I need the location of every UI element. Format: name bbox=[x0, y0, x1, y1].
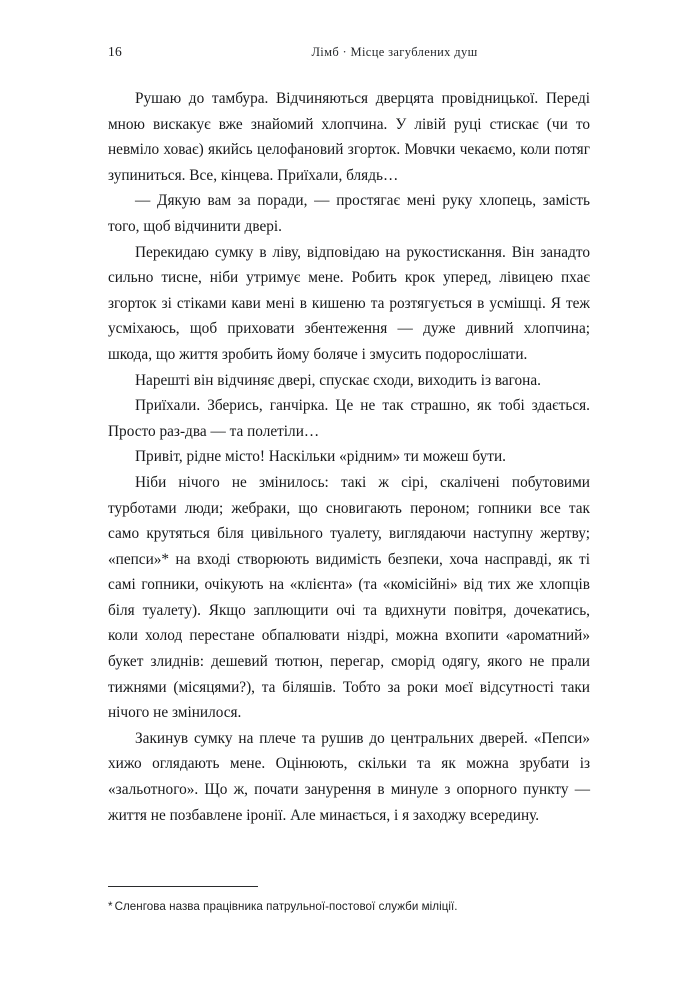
paragraph-5: Приїхали. Зберись, ганчірка. Це не так страшно, як тобі здається. Просто раз-два — та полетіли… bbox=[108, 397, 590, 440]
footnote-marker: * bbox=[108, 900, 113, 913]
paragraph-8: Закинув сумку на плече та рушив до центральних дверей. «Пепси» хижо оглядають мене. Оцінюють, скільки та як можна зрубати із «зальотного». Що ж, почати занурення в минуле з опорного пункту — життя не позбавлене іронії. Але минається, і я заходжу всередину. bbox=[108, 729, 590, 824]
footnote-text: Сленгова назва працівника патрульної-постової служби міліції. bbox=[114, 900, 458, 913]
running-title: Лімб · Місце загублених душ bbox=[311, 45, 478, 59]
footnote-separator bbox=[108, 886, 258, 887]
paragraph-2: — Дякую вам за поради, — простягає мені руку хлопець, замість того, щоб відчинити двері. bbox=[108, 192, 590, 235]
page-header bbox=[108, 44, 589, 62]
paragraph-3: Перекидаю сумку в ліву, відповідаю на рукостискання. Він занадто сильно тисне, ніби утримує мене. Робить крок уперед, лівицею пхає згорток зі стіками кави мені в кишеню та розтягується в усмішці. Я теж усміхаюсь, щоб приховати збентеження — дуже дивний хлопчина; шкода, що життя зробить йому боляче і змусить подорослішати. bbox=[108, 243, 590, 363]
footnote-area bbox=[108, 886, 590, 915]
paragraph-6: Привіт, рідне місто! Наскільки «рідним» ти можеш бути. bbox=[135, 448, 506, 466]
paragraph-1: Рушаю до тамбура. Відчиняються дверцята провідницької. Переді мною вискакує вже знайомий хлопчина. У лівій руці стискає (чи то невміло ховає) якийсь целофановий згорток. Мовчки чекаємо, коли потяг зупиниться. Все, кінцева. Приїхали, блядь… bbox=[108, 90, 590, 184]
body-text bbox=[108, 86, 590, 828]
footnote bbox=[108, 899, 590, 915]
paragraph-7: Ніби нічого не змінилось: такі ж сірі, скалічені побутовими турботами люди; жебраки, що сновигають пероном; гопники все так само крутяться біля цивільного туалету, виглядаючи наступну жертву; «пепси»* на вході створюють видимість безпеки, хоча насправді, як ті самі гопники, очікують на «клієнта» (та «комісійні» від тих же хлопців біля туалету). Якщо заплющити очі та вдихнути повітря, дочекатись, коли холод перестане обпалювати ніздрі, можна вхопити «ароматний» букет злиднів: дешевий тютюн, перегар, сморід одягу, якого не прали тижнями (місяцями?), та біляшів. Тобто за роки моєї відсутності таки нічого не змінилося. bbox=[108, 473, 590, 722]
paragraph-4: Нарешті він відчиняє двері, спускає сходи, виходить із вагона. bbox=[135, 371, 541, 389]
page-number: 16 bbox=[108, 44, 122, 59]
